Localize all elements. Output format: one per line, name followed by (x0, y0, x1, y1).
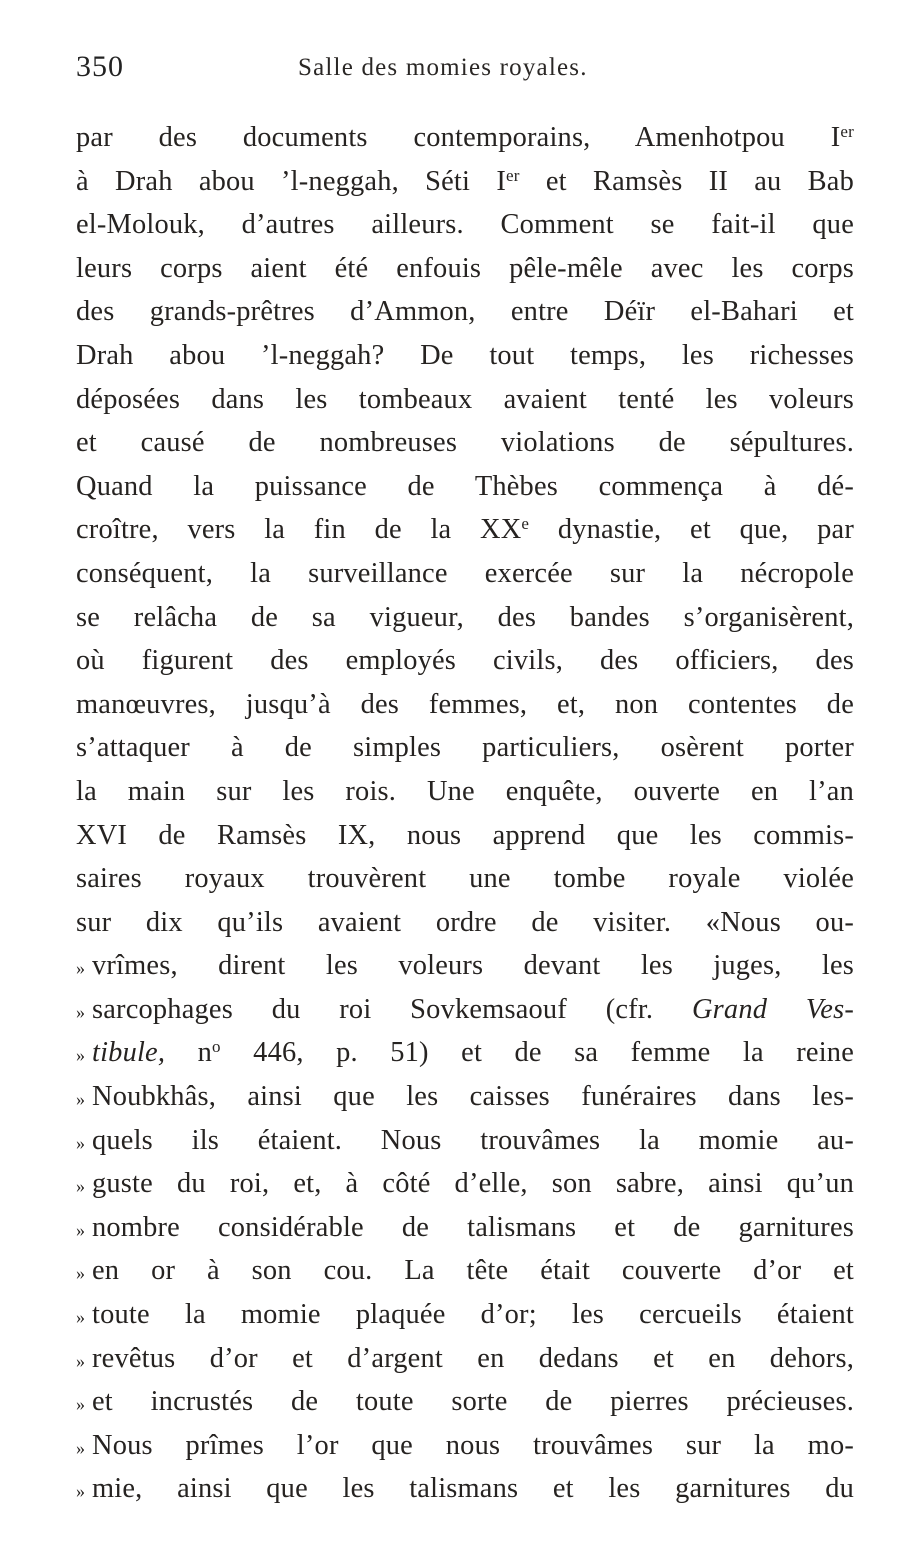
text-segment: en or à son cou. La tête était couverte d’or et (92, 1255, 854, 1287)
text-segment: dynastie, et que, par (529, 514, 854, 546)
text-segment: n (165, 1037, 213, 1069)
text-segment: quels ils étaient. Nous trouvâmes la momie au- (92, 1124, 854, 1156)
text-line (76, 421, 854, 465)
text-line (76, 334, 854, 378)
text-line (76, 247, 854, 291)
quotation-mark: » (76, 1437, 86, 1458)
text-segment: mie, ainsi que les talismans et les garnitures du (92, 1473, 854, 1505)
text-segment: sur dix qu’ils avaient ordre de visiter. «Nous ou- (76, 906, 854, 938)
body-text (76, 116, 854, 1511)
text-line (76, 378, 854, 422)
text-line (76, 1162, 854, 1206)
italic-title: Grand Ves- (691, 993, 854, 1025)
quotation-mark: » (76, 1219, 86, 1240)
text-line (76, 639, 854, 683)
text-line (76, 508, 854, 552)
text-line (76, 770, 854, 814)
text-segment: leurs corps aient été enfouis pêle-mêle avec les corps (76, 252, 854, 284)
text-segment: croître, vers la fin de la XX (76, 514, 522, 546)
superscript: e (521, 514, 530, 534)
quotation-mark: » (76, 1089, 86, 1110)
text-line (76, 160, 854, 204)
text-segment: et causé de nombreuses violations de sépultures. (76, 427, 854, 459)
text-line (76, 116, 854, 160)
text-line (76, 1249, 854, 1293)
text-line (76, 814, 854, 858)
superscript: er (506, 165, 520, 185)
text-segment: se relâcha de sa vigueur, des bandes s’organisèrent, (76, 601, 854, 633)
text-segment: et Ramsès II au Bab (519, 165, 854, 197)
text-segment: guste du roi, et, à côté d’elle, son sabre, ainsi qu’un (92, 1168, 854, 1200)
text-segment: des grands-prêtres d’Ammon, entre Déïr el-Bahari et (76, 296, 854, 328)
text-line (76, 203, 854, 247)
text-segment: sarcophages du roi Sovkemsaouf (cfr. (92, 993, 692, 1025)
text-line (76, 1467, 854, 1511)
text-segment: s’attaquer à de simples particuliers, osèrent porter (76, 732, 854, 764)
text-line (76, 944, 854, 988)
text-segment: Noubkhâs, ainsi que les caisses funéraires dans les- (92, 1081, 854, 1113)
quotation-mark: » (76, 1350, 86, 1371)
text-segment: nombre considérable de talismans et de garnitures (92, 1211, 854, 1243)
page-number: 350 (76, 50, 124, 83)
text-line (76, 552, 854, 596)
text-line (76, 465, 854, 509)
superscript: er (840, 122, 854, 141)
text-line (76, 1075, 854, 1119)
text-line (76, 901, 854, 945)
text-line (76, 857, 854, 901)
text-line (76, 1031, 854, 1075)
text-line (76, 1119, 854, 1163)
text-segment: vrîmes, dirent les voleurs devant les juges, les (92, 950, 854, 982)
text-line (76, 1424, 854, 1468)
page-header (76, 50, 856, 90)
text-line (76, 683, 854, 727)
quotation-mark: » (76, 1481, 86, 1502)
text-line (76, 1206, 854, 1250)
superscript: o (212, 1037, 221, 1057)
text-segment: XVI de Ramsès IX, nous apprend que les commis- (76, 819, 854, 851)
text-segment: Quand la puissance de Thèbes commença à dé- (76, 470, 854, 502)
text-segment: à Drah abou ’l-neggah, Séti I (76, 165, 506, 197)
text-segment: conséquent, la surveillance exercée sur la nécropole (76, 557, 854, 589)
text-segment: déposées dans les tombeaux avaient tenté les voleurs (76, 383, 854, 415)
text-line (76, 1337, 854, 1381)
quotation-mark: » (76, 1307, 86, 1328)
quotation-mark: » (76, 1263, 86, 1284)
text-line (76, 988, 854, 1032)
text-segment: la main sur les rois. Une enquête, ouverte en l’an (76, 775, 854, 807)
text-segment: 446, p. 51) et de sa femme la reine (220, 1037, 854, 1069)
text-segment: par des documents contemporains, Amenhotpou I (76, 122, 841, 153)
quotation-mark: » (76, 1132, 86, 1153)
text-segment: saires royaux trouvèrent une tombe royale violée (76, 863, 854, 895)
text-segment: el-Molouk, d’autres ailleurs. Comment se fait-il que (76, 209, 854, 241)
text-segment: Nous prîmes l’or que nous trouvâmes sur la mo- (92, 1429, 854, 1461)
quotation-mark: » (76, 1001, 86, 1022)
italic-title: tibule, (92, 1037, 166, 1069)
text-line (76, 1380, 854, 1424)
quotation-mark: » (76, 1045, 86, 1066)
text-segment: où figurent des employés civils, des officiers, des (76, 645, 854, 677)
quotation-mark: » (76, 1394, 86, 1415)
quotation-mark: » (76, 958, 86, 979)
quotation-mark: » (76, 1176, 86, 1197)
text-line (76, 726, 854, 770)
text-line (76, 290, 854, 334)
text-segment: Drah abou ’l-neggah? De tout temps, les richesses (76, 339, 854, 371)
text-segment: revêtus d’or et d’argent en dedans et en dehors, (92, 1342, 854, 1374)
text-line (76, 1293, 854, 1337)
running-title: Salle des momies royales. (298, 54, 588, 81)
text-line (76, 596, 854, 640)
text-segment: manœuvres, jusqu’à des femmes, et, non contentes de (76, 688, 854, 720)
text-segment: et incrustés de toute sorte de pierres précieuses. (92, 1386, 854, 1418)
text-segment: toute la momie plaquée d’or; les cercueils étaient (92, 1299, 854, 1331)
